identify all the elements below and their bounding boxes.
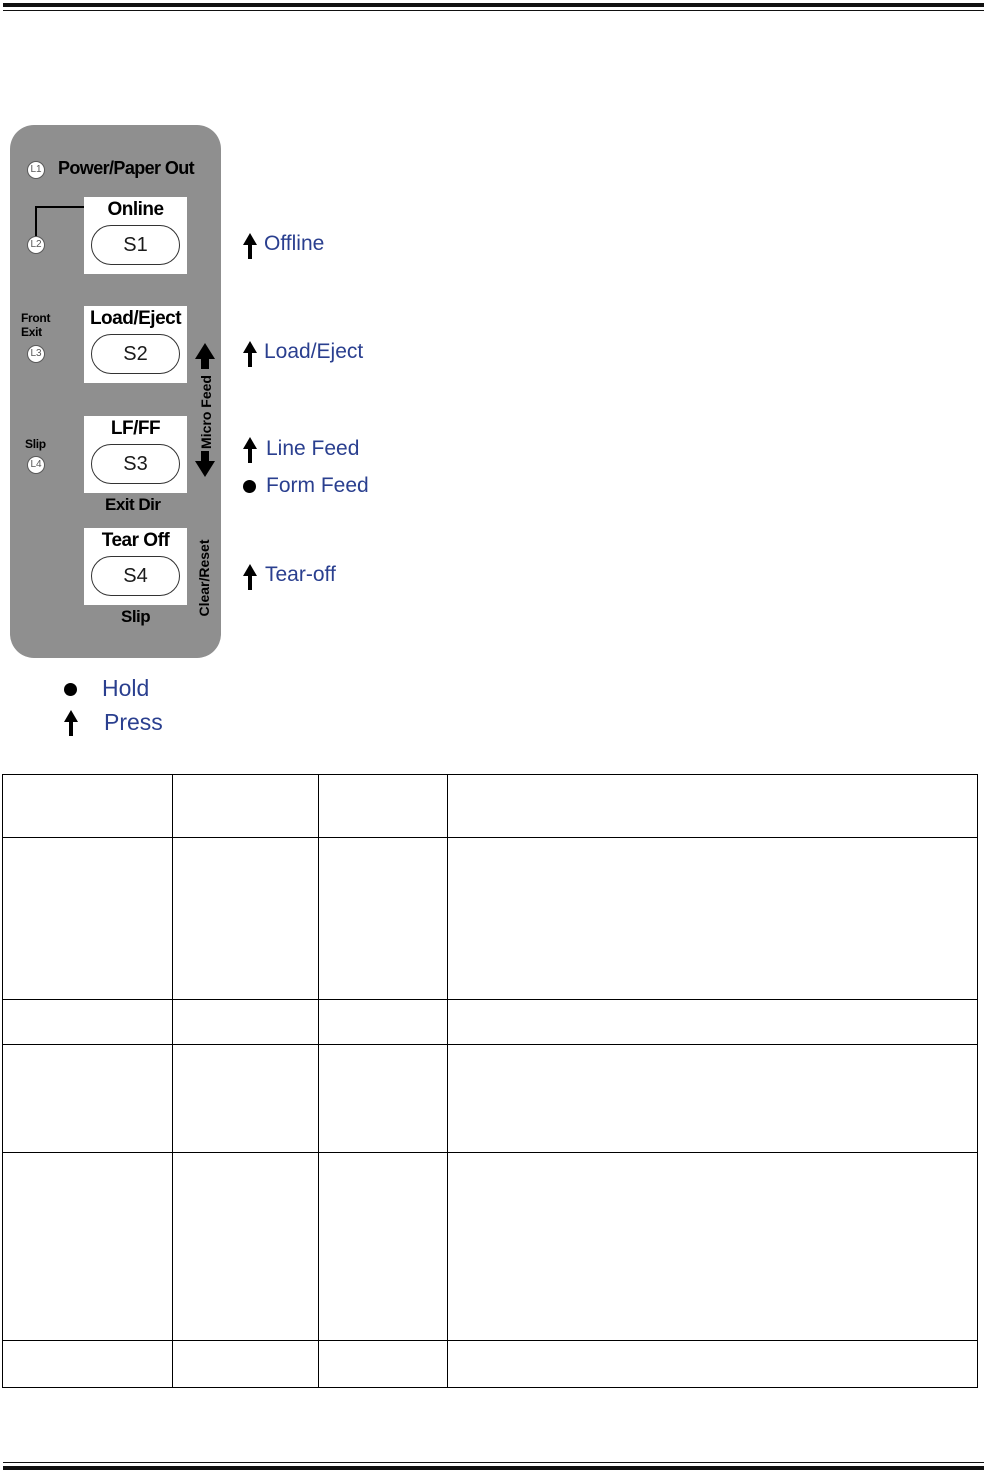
press-arrow-icon xyxy=(243,233,257,259)
table-cell xyxy=(173,838,319,1000)
table-row xyxy=(3,1000,978,1045)
action-tear-off: Tear-off xyxy=(265,563,336,586)
function-table xyxy=(2,774,978,1388)
led-l4: L4 xyxy=(27,456,45,474)
key-s4-button[interactable]: S4 xyxy=(91,556,180,596)
table-cell xyxy=(3,1000,173,1045)
table-cell xyxy=(3,1341,173,1388)
key-s1-button[interactable]: S1 xyxy=(91,225,180,265)
press-arrow-icon xyxy=(243,341,257,367)
header-rule-thick xyxy=(3,3,984,7)
control-panel xyxy=(10,125,221,658)
exit-dir-label: Exit Dir xyxy=(105,495,161,514)
table-cell xyxy=(448,1045,978,1153)
key-lf-ff[interactable] xyxy=(84,416,187,493)
connector-line-vertical xyxy=(35,206,37,236)
key-s3-button[interactable]: S3 xyxy=(91,444,180,484)
table-cell xyxy=(319,1341,448,1388)
table-row xyxy=(3,1341,978,1388)
key-load-eject[interactable] xyxy=(84,306,187,383)
table-cell xyxy=(173,1341,319,1388)
table-row xyxy=(3,1153,978,1341)
press-arrow-icon xyxy=(243,564,257,590)
key-tear-off-title: Tear Off xyxy=(101,530,170,551)
key-online[interactable] xyxy=(84,197,187,274)
footer-rule-thin xyxy=(3,1462,984,1463)
table-row xyxy=(3,838,978,1000)
table-row xyxy=(3,775,978,838)
legend-hold-label: Hold xyxy=(102,675,150,701)
key-tear-off[interactable] xyxy=(84,528,187,605)
table-cell xyxy=(173,775,319,838)
table-cell xyxy=(448,1000,978,1045)
footer-rule-thick xyxy=(3,1466,984,1470)
header-rule-thin xyxy=(3,10,984,11)
front-label: Front xyxy=(21,311,51,325)
slip-label: Slip xyxy=(121,607,151,626)
action-load-eject: Load/Eject xyxy=(264,340,364,363)
table-cell xyxy=(448,1153,978,1341)
led-l2: L2 xyxy=(27,236,45,254)
table-cell xyxy=(3,775,173,838)
arrow-up-icon xyxy=(195,343,215,369)
led-l1: L1 xyxy=(27,161,45,179)
table-cell xyxy=(448,775,978,838)
key-online-title: Online xyxy=(107,199,164,220)
table-cell xyxy=(173,1000,319,1045)
key-lf-ff-title: LF/FF xyxy=(110,418,161,439)
table-cell xyxy=(448,1341,978,1388)
action-line-feed: Line Feed xyxy=(266,437,360,460)
table-cell xyxy=(319,775,448,838)
press-arrow-icon xyxy=(243,437,257,463)
table-row xyxy=(3,1045,978,1153)
table-cell xyxy=(448,838,978,1000)
table-cell xyxy=(319,1000,448,1045)
key-s2-button[interactable]: S2 xyxy=(91,334,180,374)
micro-feed-label: Micro Feed xyxy=(198,375,214,449)
power-paper-out-label: Power/Paper Out xyxy=(58,158,195,178)
table-cell xyxy=(319,838,448,1000)
hold-dot-icon xyxy=(243,480,256,493)
table-cell xyxy=(173,1153,319,1341)
table-cell xyxy=(173,1045,319,1153)
table-cell xyxy=(319,1045,448,1153)
clear-reset-label: Clear/Reset xyxy=(196,539,212,617)
legend-press-label: Press xyxy=(104,709,163,735)
action-offline: Offline xyxy=(264,232,325,255)
led-l3: L3 xyxy=(27,345,45,363)
legend-press-arrow-icon xyxy=(64,710,78,736)
slip-led-label: Slip xyxy=(25,437,46,451)
key-load-eject-title: Load/Eject xyxy=(89,308,182,329)
action-form-feed: Form Feed xyxy=(266,474,369,497)
table-cell xyxy=(3,838,173,1000)
table-cell xyxy=(319,1153,448,1341)
legend-hold-dot-icon xyxy=(64,683,77,696)
table-cell xyxy=(3,1153,173,1341)
table-cell xyxy=(3,1045,173,1153)
exit-label: Exit xyxy=(21,325,42,339)
